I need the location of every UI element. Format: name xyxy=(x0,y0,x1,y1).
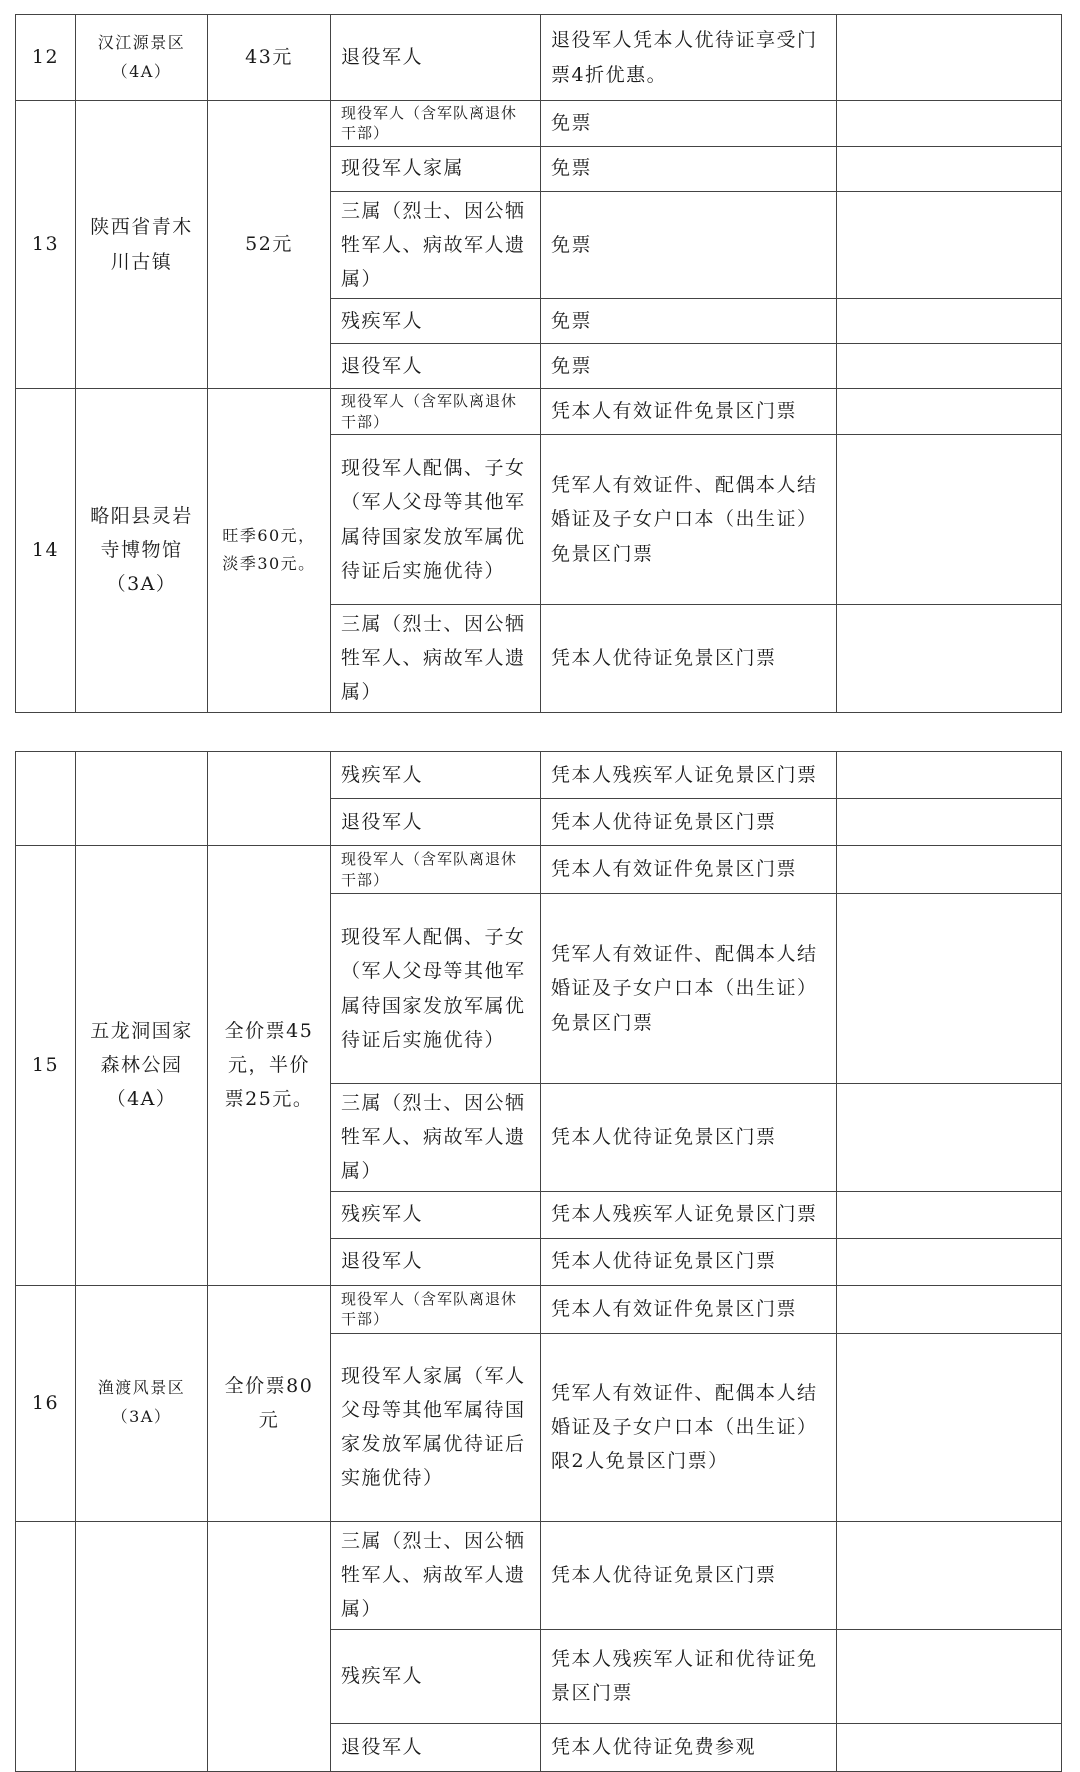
ticket-price: 全价票45元，半价票25元。 xyxy=(208,846,331,1286)
policy-text: 凭军人有效证件、配偶本人结婚证及子女户口本（出生证）限2人免景区门票） xyxy=(541,1333,837,1521)
remark-cell xyxy=(837,1333,1062,1521)
target-group: 残疾军人 xyxy=(331,752,541,799)
ticket-price: 旺季60元，淡季30元。 xyxy=(208,389,331,713)
policy-text: 凭本人优待证免费参观 xyxy=(541,1723,837,1771)
row-number: 13 xyxy=(16,101,76,389)
policy-text: 凭本人有效证件免景区门票 xyxy=(541,846,837,894)
row-number: 15 xyxy=(16,846,76,1286)
policy-text: 退役军人凭本人优待证享受门票4折优惠。 xyxy=(541,15,837,101)
target-group: 现役军人（含军队离退休干部） xyxy=(331,389,541,435)
ticket-price: 全价票80元 xyxy=(208,1285,331,1521)
remark-cell xyxy=(837,752,1062,799)
remark-cell xyxy=(837,389,1062,435)
row-number: 14 xyxy=(16,389,76,713)
table-row xyxy=(16,389,1062,435)
policy-text: 凭军人有效证件、配偶本人结婚证及子女户口本（出生证）免景区门票 xyxy=(541,894,837,1084)
remark-cell xyxy=(837,1629,1062,1723)
remark-cell xyxy=(837,1084,1062,1192)
target-group: 现役军人配偶、子女（军人父母等其他军属待国家发放军属优待证后实施优待） xyxy=(331,894,541,1084)
policy-text: 凭本人残疾军人证免景区门票 xyxy=(541,752,837,799)
remark-cell xyxy=(837,1522,1062,1630)
ticket-price xyxy=(208,1522,331,1772)
target-group: 三属（烈士、因公牺牲军人、病故军人遗属） xyxy=(331,1522,541,1630)
remark-cell xyxy=(837,344,1062,389)
table-row xyxy=(16,1285,1062,1333)
target-group: 现役军人（含军队离退休干部） xyxy=(331,1285,541,1333)
policy-text: 凭军人有效证件、配偶本人结婚证及子女户口本（出生证）免景区门票 xyxy=(541,435,837,605)
remark-cell xyxy=(837,191,1062,299)
target-group: 三属（烈士、因公牺牲军人、病故军人遗属） xyxy=(331,191,541,299)
ticket-price xyxy=(208,752,331,846)
policy-text: 凭本人有效证件免景区门票 xyxy=(541,389,837,435)
table-row xyxy=(16,846,1062,894)
table-segment-2 xyxy=(15,751,1062,1522)
target-group: 现役军人（含军队离退休干部） xyxy=(331,846,541,894)
scenic-name xyxy=(76,752,208,846)
remark-cell xyxy=(837,299,1062,344)
target-group: 三属（烈士、因公牺牲军人、病故军人遗属） xyxy=(331,1084,541,1192)
remark-cell xyxy=(837,101,1062,147)
scenic-name: 渔渡风景区（3A） xyxy=(76,1285,208,1521)
policy-text: 免票 xyxy=(541,191,837,299)
policy-text: 免票 xyxy=(541,101,837,147)
row-number: 16 xyxy=(16,1285,76,1521)
policy-text: 免票 xyxy=(541,299,837,344)
target-group: 残疾军人 xyxy=(331,1629,541,1723)
target-group: 三属（烈士、因公牺牲军人、病故军人遗属） xyxy=(331,605,541,713)
row-number xyxy=(16,1522,76,1772)
target-group: 现役军人配偶、子女（军人父母等其他军属待国家发放军属优待证后实施优待） xyxy=(331,435,541,605)
remark-cell xyxy=(837,1238,1062,1285)
scenic-name: 陕西省青木川古镇 xyxy=(76,101,208,389)
target-group: 退役军人 xyxy=(331,799,541,846)
policy-text: 免票 xyxy=(541,146,837,191)
remark-cell xyxy=(837,1191,1062,1238)
policy-text: 凭本人有效证件免景区门票 xyxy=(541,1285,837,1333)
policy-text: 免票 xyxy=(541,344,837,389)
table-row xyxy=(16,1522,1062,1630)
target-group: 现役军人家属 xyxy=(331,146,541,191)
target-group: 残疾军人 xyxy=(331,299,541,344)
row-number: 12 xyxy=(16,15,76,101)
policy-text: 凭本人优待证免景区门票 xyxy=(541,1238,837,1285)
remark-cell xyxy=(837,146,1062,191)
remark-cell xyxy=(837,1723,1062,1771)
target-group: 退役军人 xyxy=(331,344,541,389)
table-row xyxy=(16,15,1062,101)
policy-text: 凭本人优待证免景区门票 xyxy=(541,605,837,713)
table-row xyxy=(16,752,1062,799)
scenic-name: 五龙洞国家森林公园（4A） xyxy=(76,846,208,1286)
remark-cell xyxy=(837,846,1062,894)
ticket-price: 52元 xyxy=(208,101,331,389)
target-group: 现役军人家属（军人父母等其他军属待国家发放军属优待证后实施优待） xyxy=(331,1333,541,1521)
target-group: 现役军人（含军队离退休干部） xyxy=(331,101,541,147)
scenic-name: 略阳县灵岩寺博物馆（3A） xyxy=(76,389,208,713)
remark-cell xyxy=(837,15,1062,101)
ticket-price: 43元 xyxy=(208,15,331,101)
policy-text: 凭本人优待证免景区门票 xyxy=(541,1522,837,1630)
row-number xyxy=(16,752,76,846)
target-group: 退役军人 xyxy=(331,15,541,101)
table-segment-3 xyxy=(15,1521,1062,1772)
scenic-name xyxy=(76,1522,208,1772)
remark-cell xyxy=(837,799,1062,846)
policy-text: 凭本人优待证免景区门票 xyxy=(541,1084,837,1192)
target-group: 残疾军人 xyxy=(331,1191,541,1238)
table-row xyxy=(16,101,1062,147)
table-segment-1 xyxy=(15,14,1062,713)
scenic-name: 汉江源景区（4A） xyxy=(76,15,208,101)
policy-text: 凭本人优待证免景区门票 xyxy=(541,799,837,846)
remark-cell xyxy=(837,1285,1062,1333)
policy-text: 凭本人残疾军人证和优待证免景区门票 xyxy=(541,1629,837,1723)
target-group: 退役军人 xyxy=(331,1723,541,1771)
policy-text: 凭本人残疾军人证免景区门票 xyxy=(541,1191,837,1238)
remark-cell xyxy=(837,435,1062,605)
remark-cell xyxy=(837,894,1062,1084)
target-group: 退役军人 xyxy=(331,1238,541,1285)
remark-cell xyxy=(837,605,1062,713)
